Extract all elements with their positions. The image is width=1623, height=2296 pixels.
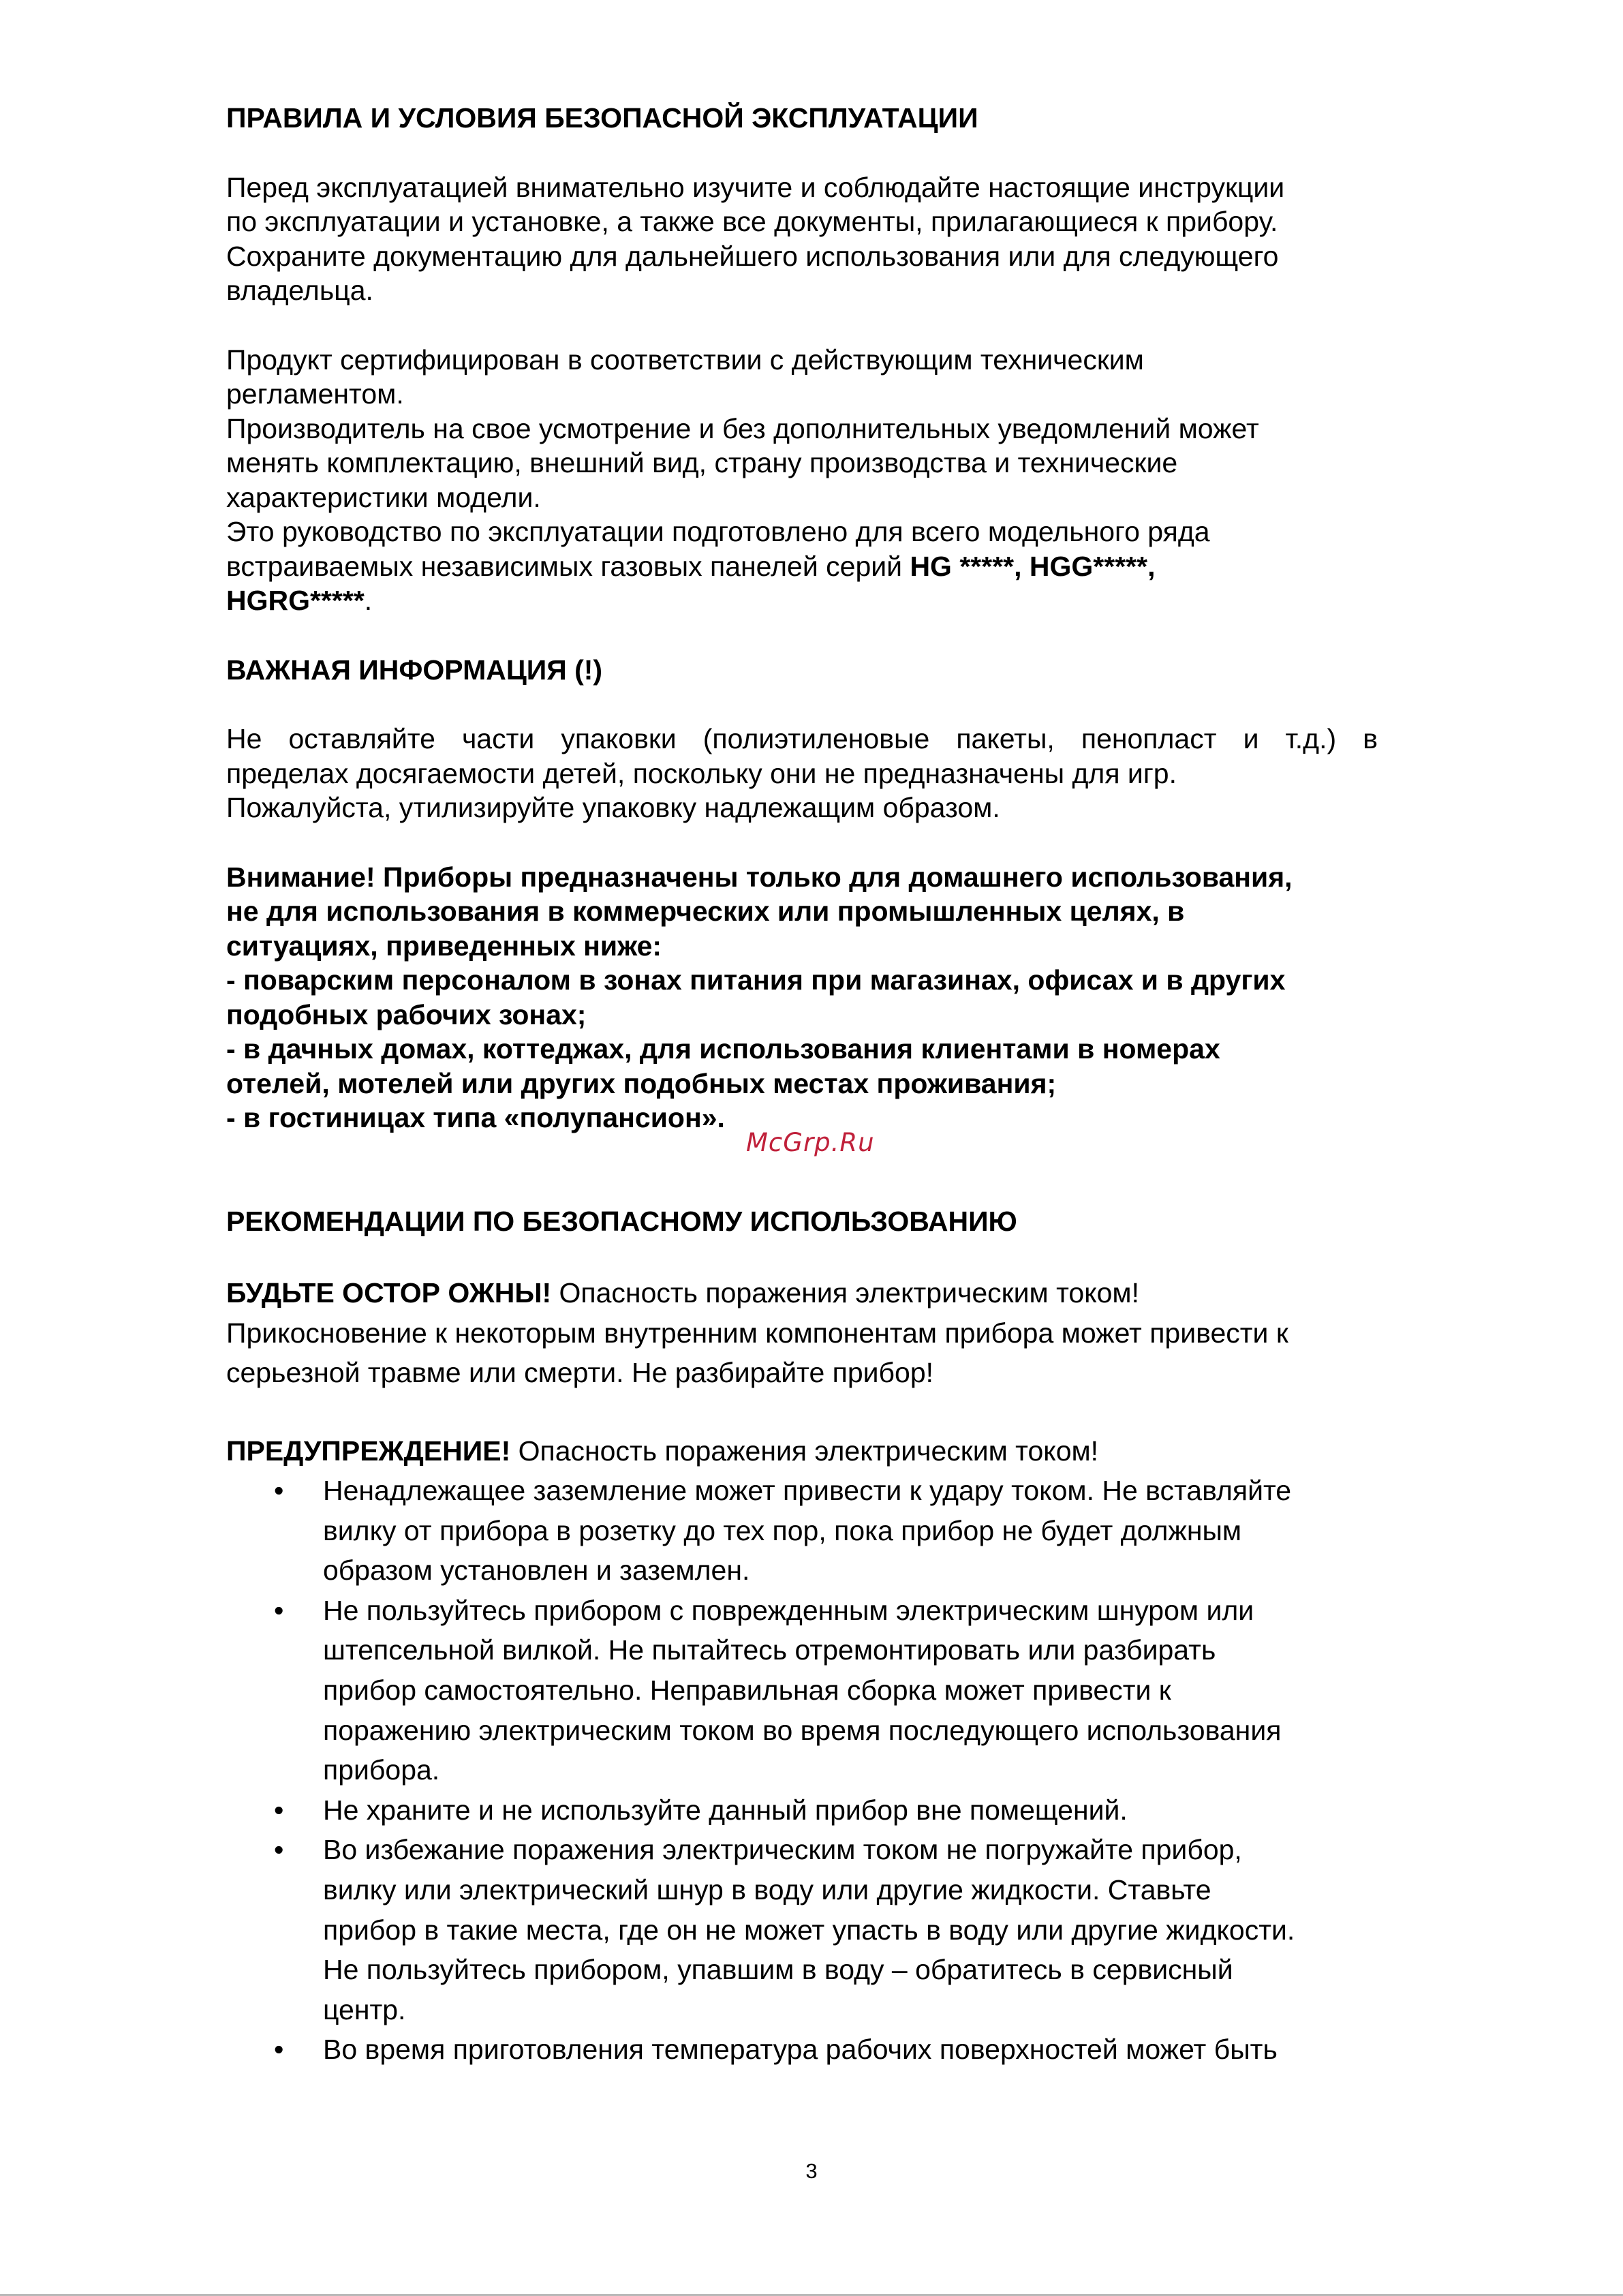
text-line: Не пользуйтесь прибором с поврежденным электрическим шнуром или — [323, 1594, 1254, 1626]
text-line: Сохраните документацию для дальнейшего использования или для следующего — [226, 240, 1279, 272]
text-line: образом установлен и заземлен. — [323, 1555, 750, 1587]
text-line: прибор самостоятельно. Неправильная сборка может привести к — [323, 1674, 1171, 1706]
text-line: Ненадлежащее заземление может привести к удару током. Не вставляйте — [323, 1475, 1292, 1506]
warning-label: ПРЕДУПРЕЖДЕНИЕ! — [226, 1435, 511, 1467]
list-item — [226, 1790, 1378, 1831]
warning-text: Опасность поражения электрическим током! — [510, 1435, 1099, 1467]
text-line: - поварским персоналом в зонах питания при магазинах, офисах и в других — [226, 964, 1286, 996]
bullet-icon: • — [274, 1594, 284, 1626]
text-line: пределах досягаемости детей, поскольку они не предназначены для игр. — [226, 757, 1177, 789]
text-line: регламентом. — [226, 378, 404, 410]
warning-line — [226, 1431, 1378, 1471]
text-line: Прикосновение к некоторым внутренним компонентам прибора может привести к — [226, 1317, 1288, 1349]
caution-paragraph — [226, 1273, 1378, 1393]
text-line: ситуациях, приведенных ниже: — [226, 930, 662, 962]
list-item — [226, 1830, 1378, 2030]
watermark: McGrp.Ru — [746, 1128, 875, 1157]
warning-paragraph — [226, 1431, 1378, 1471]
text-line: прибора. — [323, 1754, 440, 1786]
text-line: владельца. — [226, 275, 373, 306]
series-models: HG *****, HGG*****, — [910, 550, 1156, 582]
certification-paragraph — [226, 343, 1378, 618]
heading-recommendations: РЕКОМЕНДАЦИИ ПО БЕЗОПАСНОМУ ИСПОЛЬЗОВАНИЮ — [226, 1205, 1017, 1237]
bullet-icon: • — [274, 2034, 284, 2066]
text-line: вилку или электрический шнур в воду или другие жидкости. Ставьте — [323, 1873, 1211, 1905]
text-line: Не храните и не используйте данный прибор вне помещений. — [323, 1794, 1128, 1826]
spacer — [226, 618, 1378, 653]
list-item — [226, 2030, 1378, 2070]
caution-line — [226, 1273, 1378, 1313]
heading-safe-use: ПРАВИЛА И УСЛОВИЯ БЕЗОПАСНОЙ ЭКСПЛУАТАЦИИ — [226, 102, 978, 134]
heading-important: ВАЖНАЯ ИНФОРМАЦИЯ (!) — [226, 654, 603, 686]
spacer — [226, 687, 1378, 722]
text-line: - в гостиницах типа «полупансион». — [226, 1102, 725, 1133]
text-line: Внимание! Приборы предназначены только для домашнего использования, — [226, 861, 1293, 893]
text-line: штепсельной вилкой. Не пытайтесь отремонтировать или разбирать — [323, 1634, 1216, 1666]
series-model-hgrg: HGRG***** — [226, 585, 365, 616]
intro-paragraph — [226, 170, 1378, 308]
text-line: Во время приготовления температура рабочих поверхностей может быть — [323, 2034, 1278, 2066]
text-line: менять комплектацию, внешний вид, страну производства и технические — [226, 447, 1178, 478]
text-line: Не оставляйте части упаковки (полиэтиленовые пакеты, пенопласт и т.д.) в — [226, 723, 1378, 754]
text-line: поражению электрическим током во время последующего использования — [323, 1714, 1282, 1746]
spacer — [226, 1238, 1378, 1273]
bullet-icon: • — [274, 1475, 284, 1506]
text-line: не для использования в коммерческих или промышленных целях, в — [226, 896, 1185, 927]
page-number: 3 — [805, 2159, 818, 2183]
spacer — [226, 308, 1378, 343]
text-line: прибор в такие места, где он не может упасть в воду или другие жидкости. — [323, 1914, 1295, 1946]
bullet-icon: • — [274, 1794, 284, 1826]
text-line: вилку от прибора в розетку до тех пор, пока прибор не будет должным — [323, 1514, 1242, 1546]
domestic-use-warning — [226, 860, 1378, 1135]
packaging-paragraph — [226, 722, 1378, 825]
spacer — [226, 825, 1378, 860]
bullet-icon: • — [274, 1834, 284, 1866]
text-line: по эксплуатации и установке, а также все документы, прилагающиеся к прибору. — [226, 206, 1278, 237]
series-period: . — [364, 585, 373, 616]
series-line-last — [226, 583, 1378, 618]
caution-label: БУДЬТЕ ОСТОР ОЖНЫ! — [226, 1277, 552, 1308]
text-line: серьезной травме или смерти. Не разбирайте прибор! — [226, 1357, 934, 1388]
text-line: Это руководство по эксплуатации подготовлено для всего модельного ряда — [226, 516, 1210, 547]
safety-bullet-list — [226, 1471, 1378, 2070]
text-line: центр. — [323, 1993, 406, 2025]
caution-text: Опасность поражения электрическим током! — [551, 1277, 1139, 1308]
text-line: Пожалуйста, утилизируйте упаковку надлежащим образом. — [226, 792, 1000, 823]
spacer — [226, 1393, 1378, 1431]
text-line: характеристики модели. — [226, 481, 541, 513]
text-line: Не пользуйтесь прибором, упавшим в воду – обратитесь в сервисный — [323, 1954, 1233, 1986]
list-item — [226, 1471, 1378, 1591]
text-line: Перед эксплуатацией внимательно изучите и соблюдайте настоящие инструкции — [226, 171, 1285, 203]
text-line: отелей, мотелей или других подобных местах проживания; — [226, 1067, 1057, 1099]
list-item — [226, 1591, 1378, 1790]
series-line — [226, 549, 1378, 584]
text-line: Во избежание поражения электрическим током не погружайте прибор, — [323, 1834, 1242, 1866]
text-line: подобных рабочих зонах; — [226, 998, 587, 1030]
text-line: Производитель на свое усмотрение и без дополнительных уведомлений может — [226, 412, 1259, 444]
text-line: - в дачных домах, коттеджах, для использования клиентами в номерах — [226, 1033, 1220, 1065]
text-line: Продукт сертифицирован в соответствии с действующим техническим — [226, 343, 1144, 376]
spacer — [226, 136, 1378, 170]
series-text: встраиваемых независимых газовых панелей серий — [226, 550, 910, 582]
document-page — [226, 101, 1378, 2070]
